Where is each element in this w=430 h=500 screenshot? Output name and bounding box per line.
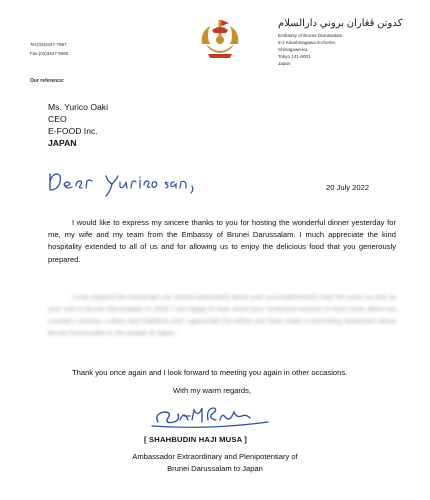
body-paragraph-1: I would like to express my sincere thanks to you for hosting the wonderful dinner yesterday for me, my wife and my team from the Embassy of Brunei Darussalam. I much appreciate the kind hospitality extended to all of us and for allowing us to enjoy the delicious food that you generously prepared.	[48, 218, 396, 264]
letterhead-embassy	[278, 18, 418, 67]
embassy-address-line: 5-2 Kitashinagawa 6-chome,	[278, 40, 337, 45]
recipient-block	[48, 101, 108, 149]
handwritten-signature	[150, 400, 280, 432]
signatory-title-line: Ambassador Extraordinary and Plenipotentiary of	[132, 452, 298, 461]
signatory-title-line: Brunei Darussalam to Japan	[167, 463, 263, 473]
body-paragraph-2-blurred: I truly enjoyed the exchanges we shared particularly about your accomplishments over the years as well as your visit to Brunei Darussalam in 2019. I am happy to hear about your continued passion to learn more about our country's cuisines, culture and traditions and I appreciate the efforts you have made in promoting awareness about Brunei Darussalam to the people of Japan.	[48, 294, 396, 337]
signatory-name: [ SHAHBUDIN HAJI MUSA ]	[144, 435, 248, 444]
telephone-number: Tel:(03)3447-7997	[30, 42, 67, 47]
recipient-position: CEO	[48, 114, 67, 124]
embassy-address	[278, 32, 418, 67]
letterhead-contact	[30, 40, 68, 58]
recipient-name: Ms. Yurico Oaki	[48, 102, 109, 112]
signatory-title	[110, 451, 320, 474]
letter-date: 20 July 2022	[326, 183, 370, 192]
closing-line: With my warm regards,	[173, 386, 252, 395]
recipient-company: E-FOOD Inc.	[48, 126, 98, 136]
fax-number: Fax:(03)3447-9260	[30, 51, 69, 56]
embassy-address-line: Shinagawa-ku,	[278, 47, 309, 52]
recipient-country: JAPAN	[48, 138, 77, 148]
body-paragraph-3: Thank you once again and I look forward to meeting you again in other occasions.	[72, 368, 348, 377]
embassy-jawi-name: كدوتن ڤڠاران بروني دارالسلام	[278, 18, 403, 29]
brunei-crest-emblem	[196, 14, 244, 62]
embassy-address-line: Tokyo 141-0001	[278, 54, 311, 59]
our-reference-label: Our reference:	[30, 78, 65, 84]
embassy-address-line: Japan	[278, 61, 291, 66]
handwritten-salutation	[46, 168, 216, 198]
embassy-address-line: Embassy of Brunei Darussalam,	[278, 33, 344, 38]
